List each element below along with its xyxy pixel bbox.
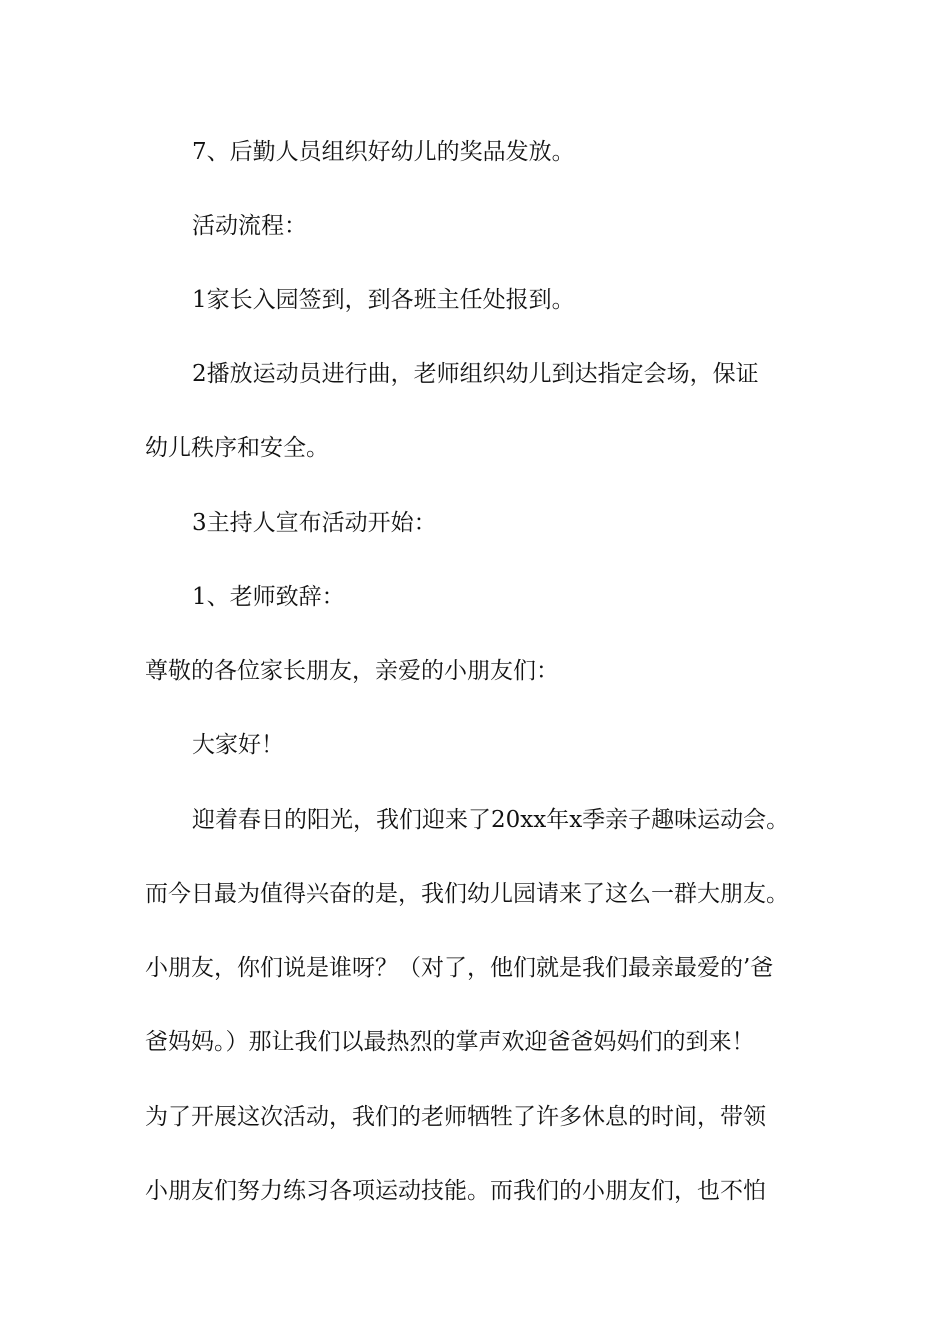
text-line-salutation: 尊敬的各位家长朋友，亲爱的小朋友们： <box>145 658 559 684</box>
text-line-march-music-cont: 幼儿秩序和安全。 <box>145 435 329 461</box>
text-line-speech-2: 而今日最为值得兴奋的是，我们幼儿园请来了这么一群大朋友。 <box>145 881 789 907</box>
text-line-speech-3: 小朋友，你们说是谁呀？（对了，他们就是我们最亲最爱的’爸 <box>145 955 774 981</box>
text-line-speech-1: 迎着春日的阳光，我们迎来了20xx年x季亲子趣味运动会。 <box>192 807 790 833</box>
text-line-speech-4: 爸妈妈。）那让我们以最热烈的掌声欢迎爸爸妈妈们的到来！ <box>145 1029 755 1055</box>
text-line-host-announce: 3主持人宣布活动开始： <box>192 510 437 536</box>
text-line-teacher-speech-heading: 1、老师致辞： <box>192 584 345 610</box>
text-line-march-music: 2播放运动员进行曲，老师组织幼儿到达指定会场，保证 <box>192 361 759 387</box>
text-line-speech-6: 小朋友们努力练习各项运动技能。而我们的小朋友们，也不怕 <box>145 1178 766 1204</box>
text-line-speech-5: 为了开展这次活动，我们的老师牺牲了许多休息的时间，带领 <box>145 1104 766 1130</box>
text-line-parent-checkin: 1家长入园签到，到各班主任处报到。 <box>192 287 575 313</box>
text-line-logistics: 7、后勤人员组织好幼儿的奖品发放。 <box>192 139 575 165</box>
text-line-greeting: 大家好！ <box>192 732 284 758</box>
text-line-activity-flow-heading: 活动流程： <box>192 213 307 239</box>
